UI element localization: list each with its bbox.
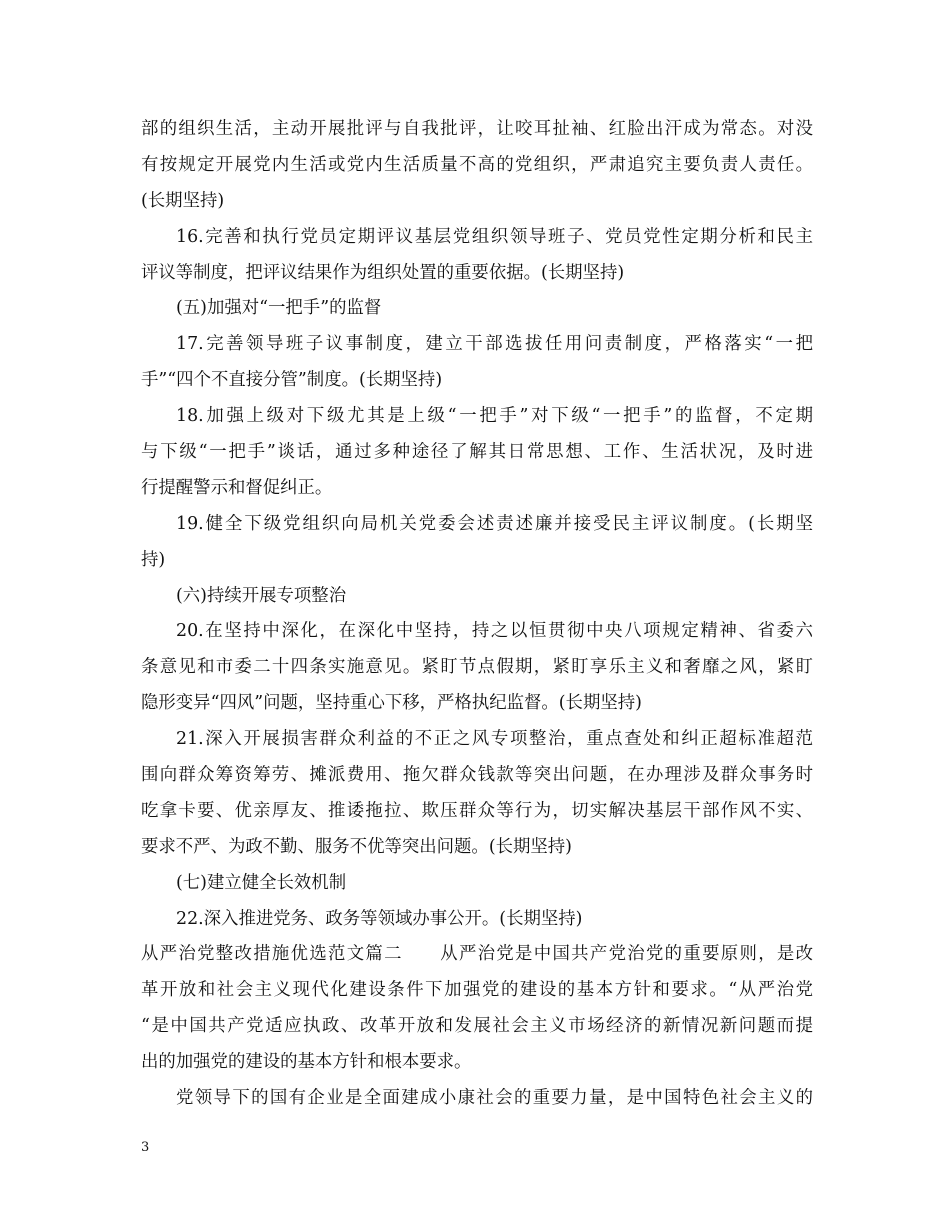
- paragraph-line: 行提醒警示和督促纠正。: [141, 477, 333, 498]
- paragraph-line: 22.深入推进党务、政务等领域办事公开。(长期坚持): [176, 908, 583, 929]
- paragraph-line: 要求不严、为政不勤、服务不优等突出问题。(长期坚持): [141, 836, 572, 857]
- section-heading: (七)建立健全长效机制: [176, 872, 347, 893]
- paragraph-line: 手”“四个不直接分管”制度。(长期坚持): [141, 370, 443, 391]
- paragraph-line: 19.健全下级党组织向局机关党委会述责述廉并接受民主评议制度。(长期坚: [176, 513, 813, 534]
- paragraph-line: 持): [141, 549, 166, 570]
- paragraph-line: “是中国共产党适应执政、改革开放和发展社会主义市场经济的新情况新问题而提: [141, 1016, 813, 1037]
- paragraph-line: 吃拿卡要、优亲厚友、推诿拖拉、欺压群众等行为，切实解决基层干部作风不实、: [141, 800, 813, 821]
- paragraph-line: 围向群众筹资筹劳、摊派费用、拖欠群众钱款等突出问题，在办理涉及群众事务时: [141, 765, 813, 786]
- paragraph-line: 有按规定开展党内生活或党内生活质量不高的党组织，严肃追究主要负责人责任。: [141, 154, 813, 175]
- paragraph-line: 17.完善领导班子议事制度，建立干部选拔任用问责制度，严格落实“一把: [176, 334, 813, 355]
- article-heading-line: 从严治党整改措施优选范文篇二 从严治党是中国共产党治党的重要原则，是改: [141, 944, 813, 965]
- paragraph-line: (长期坚持): [141, 190, 225, 211]
- paragraph-line: 16.完善和执行党员定期评议基层党组织领导班子、党员党性定期分析和民主: [176, 226, 813, 247]
- paragraph-line: 条意见和市委二十四条实施意见。紧盯节点假期，紧盯享乐主义和奢靡之风，紧盯: [141, 657, 813, 678]
- paragraph-line: 20.在坚持中深化，在深化中坚持，持之以恒贯彻中央八项规定精神、省委六: [176, 621, 813, 642]
- paragraph-line: 21.深入开展损害群众利益的不正之风专项整治，重点查处和纠正超标准超范: [176, 729, 813, 750]
- paragraph-line: 18.加强上级对下级尤其是上级“一把手”对下级“一把手”的监督，不定期: [176, 406, 813, 427]
- page-number: 3: [141, 1140, 150, 1155]
- paragraph-line: 隐形变异“四风”问题，坚持重心下移，严格执纪监督。(长期坚持): [141, 693, 642, 714]
- paragraph-line: 革开放和社会主义现代化建设条件下加强党的建设的基本方针和要求。“从严治党: [141, 980, 813, 1001]
- section-heading: (六)持续开展专项整治: [176, 585, 347, 606]
- section-heading: (五)加强对“一把手”的监督: [176, 298, 382, 319]
- paragraph-line: 党领导下的国有企业是全面建成小康社会的重要力量，是中国特色社会主义的: [176, 1088, 813, 1109]
- paragraph-line: 评议等制度，把评议结果作为组织处置的重要依据。(长期坚持): [141, 262, 625, 283]
- paragraph-line: 与下级“一把手”谈话，通过多种途径了解其日常思想、工作、生活状况，及时进: [141, 442, 813, 463]
- document-body: [141, 112, 813, 1117]
- paragraph-line: 部的组织生活，主动开展批评与自我批评，让咬耳扯袖、红脸出汗成为常态。对没: [141, 119, 813, 139]
- paragraph-line: 出的加强党的建设的基本方针和根本要求。: [141, 1052, 472, 1073]
